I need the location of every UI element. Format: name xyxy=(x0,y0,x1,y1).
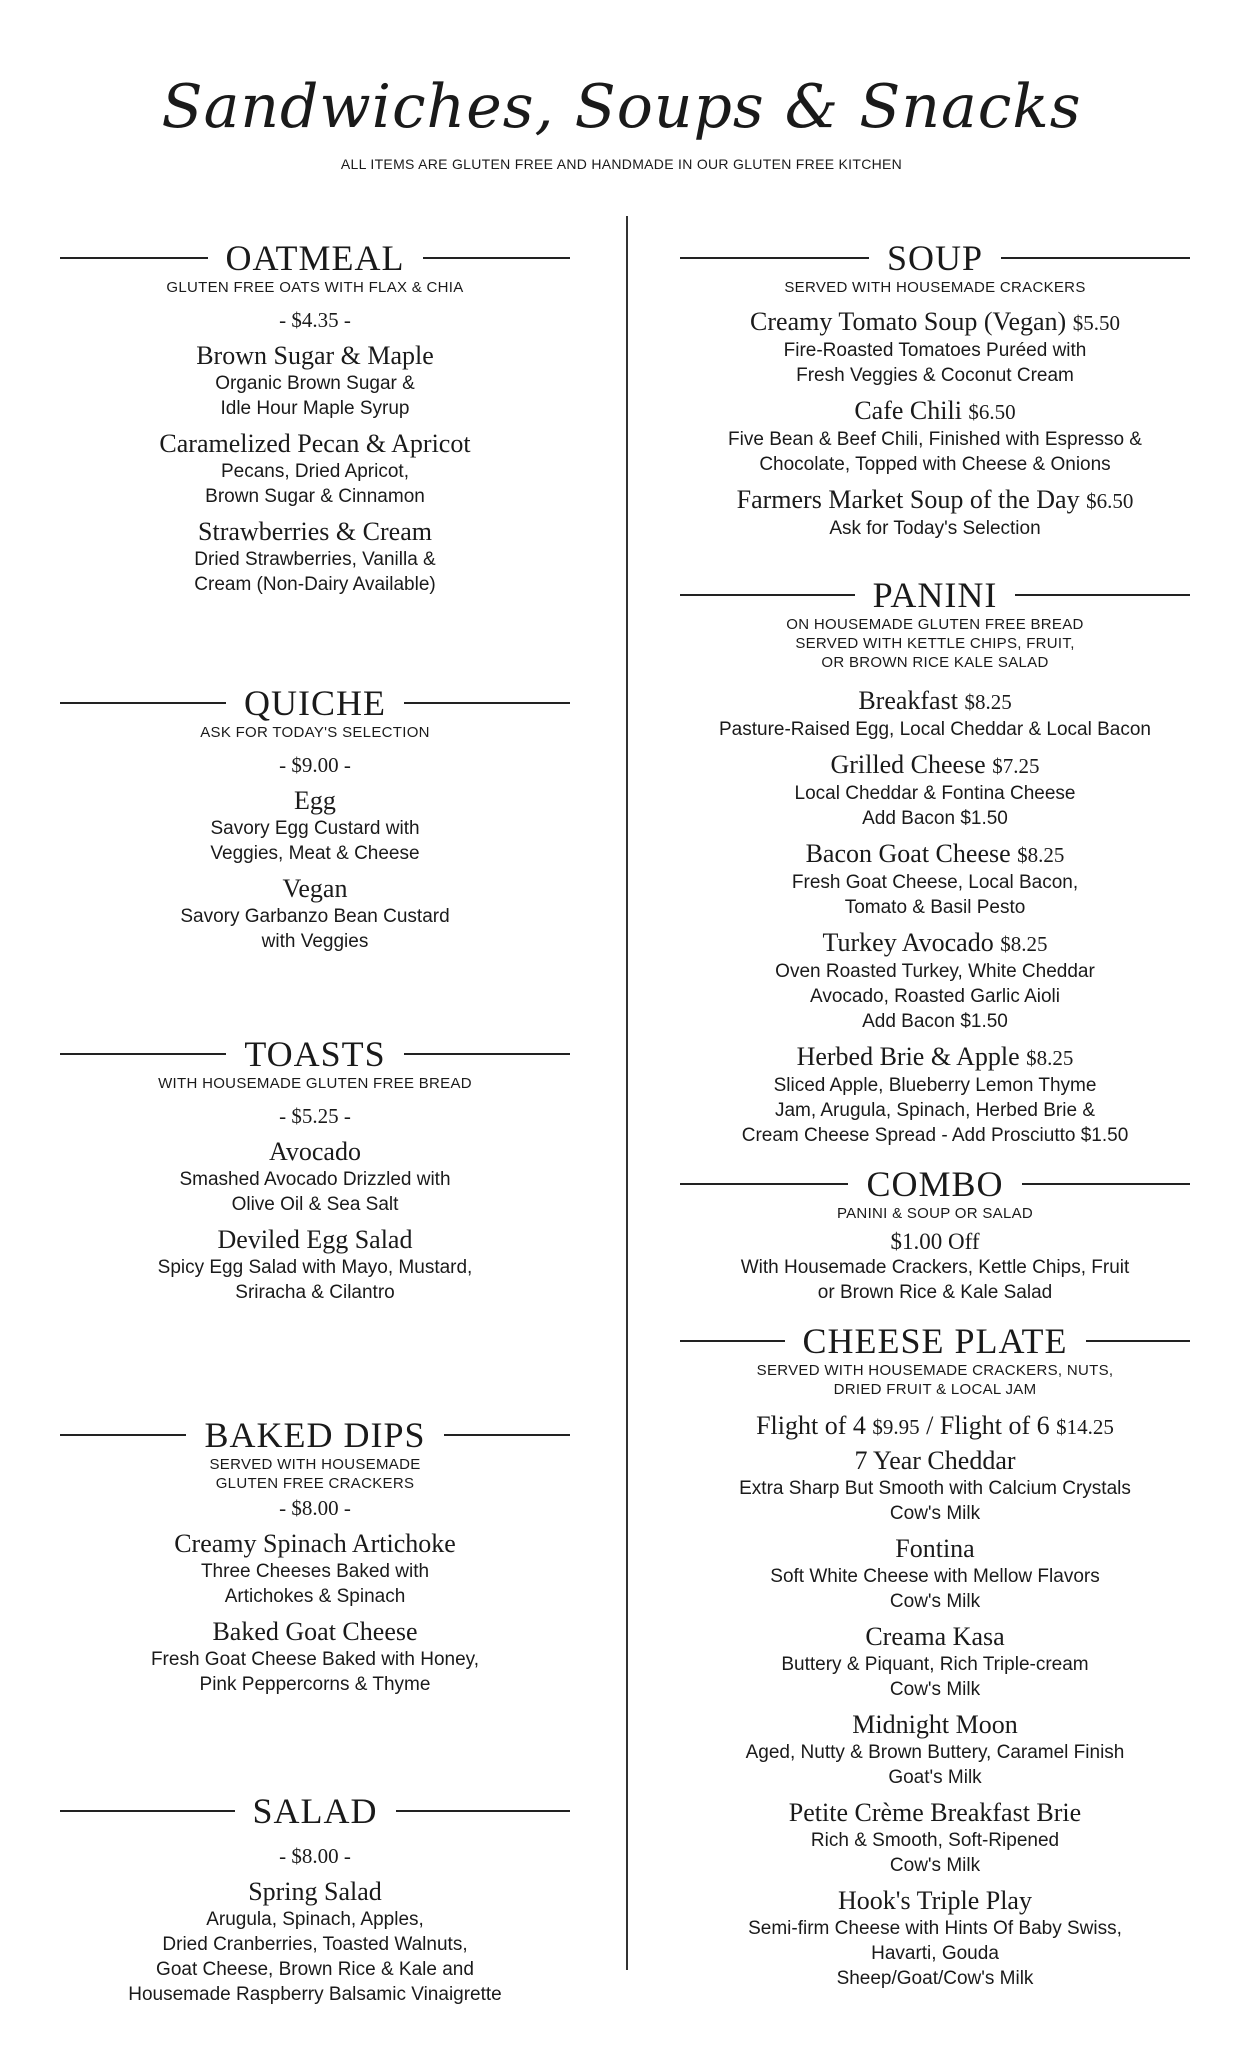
item-desc: Add Bacon $1.50 xyxy=(862,1011,1008,1032)
rule xyxy=(60,1810,235,1812)
item-desc: Sriracha & Cilantro xyxy=(235,1282,395,1303)
item-desc: Fresh Goat Cheese, Local Bacon, xyxy=(791,872,1079,893)
item-desc: Sliced Apple, Blueberry Lemon Thyme xyxy=(773,1075,1097,1096)
section-title: QUICHE xyxy=(244,683,386,723)
section-price: - $9.00 - xyxy=(279,753,351,777)
item-desc: Dried Strawberries, Vanilla & xyxy=(194,549,436,570)
item-desc: Spicy Egg Salad with Mayo, Mustard, xyxy=(157,1257,473,1278)
menu-item xyxy=(680,839,1190,920)
flight-6-label: Flight of 6 xyxy=(939,1411,1050,1440)
oatmeal-section xyxy=(60,240,570,597)
item-desc: Add Bacon $1.50 xyxy=(862,808,1008,829)
menu-item xyxy=(680,485,1190,541)
menu-item xyxy=(680,928,1190,1034)
section-title: COMBO xyxy=(866,1164,1004,1204)
menu-item xyxy=(680,1886,1190,1991)
item-desc: Five Bean & Beef Chili, Finished with Espresso & xyxy=(728,429,1142,450)
item-desc: Fire-Roasted Tomatoes Puréed with xyxy=(783,340,1087,361)
item-name: Caramelized Pecan & Apricot xyxy=(159,429,471,458)
item-desc: with Veggies xyxy=(261,931,369,952)
section-note: SERVED WITH HOUSEMADE CRACKERS xyxy=(784,279,1086,296)
page-title: Sandwiches, Soups & Snacks xyxy=(161,72,1082,142)
item-desc: Veggies, Meat & Cheese xyxy=(210,843,420,864)
item-desc: Cow's Milk xyxy=(889,1591,981,1612)
item-price: $8.25 xyxy=(1017,843,1065,867)
item-name: Vegan xyxy=(282,874,348,903)
rule xyxy=(1001,257,1190,259)
rule xyxy=(1086,1340,1191,1342)
section-note: PANINI & SOUP OR SALAD xyxy=(836,1205,1034,1222)
rule xyxy=(1015,594,1190,596)
item-price: $7.25 xyxy=(992,754,1040,778)
item-name: Hook's Triple Play xyxy=(838,1886,1032,1915)
item-desc: Cow's Milk xyxy=(889,1855,981,1876)
item-desc: Pasture-Raised Egg, Local Cheddar & Local Bacon xyxy=(719,719,1151,740)
item-desc: Idle Hour Maple Syrup xyxy=(220,398,410,419)
item-name: Farmers Market Soup of the Day xyxy=(736,485,1080,514)
right-column xyxy=(680,240,1190,1991)
menu-item xyxy=(680,307,1190,388)
column-divider xyxy=(626,216,628,1970)
menu-item xyxy=(60,1137,570,1217)
rule xyxy=(404,702,570,704)
item-desc: Brown Sugar & Cinnamon xyxy=(205,486,425,507)
rule xyxy=(60,257,208,259)
item-desc: Artichokes & Spinach xyxy=(224,1586,406,1607)
section-title: TOASTS xyxy=(244,1034,386,1074)
menu-item xyxy=(60,1225,570,1305)
menu-item xyxy=(60,874,570,954)
baked-dips-section xyxy=(60,1417,570,1697)
item-desc: Extra Sharp But Smooth with Calcium Crystals xyxy=(739,1478,1131,1499)
section-title: OATMEAL xyxy=(225,238,405,278)
item-desc: Ask for Today's Selection xyxy=(829,518,1041,539)
section-note: ASK FOR TODAY'S SELECTION xyxy=(200,724,430,741)
rule xyxy=(1022,1183,1190,1185)
section-price: - $5.25 - xyxy=(279,1104,351,1128)
section-title: PANINI xyxy=(872,575,998,615)
section-title: BAKED DIPS xyxy=(204,1415,426,1455)
flight-separator: / xyxy=(926,1411,934,1440)
flight-4-price: $9.95 xyxy=(872,1415,920,1439)
item-price: $5.50 xyxy=(1072,311,1120,335)
rule xyxy=(396,1810,571,1812)
rule xyxy=(404,1053,570,1055)
item-name: Fontina xyxy=(895,1534,975,1563)
section-title: SALAD xyxy=(252,1791,378,1831)
item-price: $6.50 xyxy=(968,400,1016,424)
section-note: DRIED FRUIT & LOCAL JAM xyxy=(833,1381,1037,1398)
item-desc: Semi-firm Cheese with Hints Of Baby Swiss, xyxy=(748,1918,1122,1939)
item-desc: With Housemade Crackers, Kettle Chips, Fruit xyxy=(740,1257,1130,1278)
item-desc: Organic Brown Sugar & xyxy=(215,373,415,394)
item-desc: Savory Egg Custard with xyxy=(210,818,420,839)
section-title: CHEESE PLATE xyxy=(802,1321,1068,1361)
item-price: $8.25 xyxy=(964,690,1012,714)
item-desc: Avocado, Roasted Garlic Aioli xyxy=(810,986,1060,1007)
toasts-section xyxy=(60,1036,570,1305)
item-name: Petite Crème Breakfast Brie xyxy=(788,1798,1082,1827)
item-name: Bacon Goat Cheese xyxy=(805,839,1011,868)
item-desc: Olive Oil & Sea Salt xyxy=(231,1194,399,1215)
item-name: Deviled Egg Salad xyxy=(217,1225,413,1254)
cheese-plate-section xyxy=(680,1323,1190,1991)
section-note: SERVED WITH HOUSEMADE xyxy=(209,1456,421,1473)
item-desc: Local Cheddar & Fontina Cheese xyxy=(794,783,1076,804)
item-name: Midnight Moon xyxy=(852,1710,1018,1739)
section-title: SOUP xyxy=(886,238,984,278)
flight-pricing xyxy=(680,1411,1190,1442)
item-desc: Goat Cheese, Brown Rice & Kale and xyxy=(156,1959,474,1980)
rule xyxy=(60,702,226,704)
item-name: Egg xyxy=(294,786,336,815)
item-desc: Rich & Smooth, Soft-Ripened xyxy=(810,1830,1060,1851)
item-desc: Dried Cranberries, Toasted Walnuts, xyxy=(162,1934,468,1955)
item-name: Creama Kasa xyxy=(865,1622,1005,1651)
rule xyxy=(60,1053,226,1055)
menu-item xyxy=(60,786,570,866)
item-price: $8.25 xyxy=(1000,932,1048,956)
item-desc: Fresh Veggies & Coconut Cream xyxy=(796,365,1074,386)
menu-item xyxy=(680,396,1190,477)
menu-item xyxy=(680,1042,1190,1148)
menu-item xyxy=(680,1798,1190,1878)
item-name: Creamy Spinach Artichoke xyxy=(174,1529,456,1558)
rule xyxy=(60,1434,186,1436)
item-desc: Sheep/Goat/Cow's Milk xyxy=(836,1968,1034,1989)
section-price: - $8.00 - xyxy=(279,1496,351,1520)
rule xyxy=(680,257,869,259)
item-name: Strawberries & Cream xyxy=(198,517,432,546)
section-note: SERVED WITH KETTLE CHIPS, FRUIT, xyxy=(795,635,1075,652)
item-desc: Savory Garbanzo Bean Custard xyxy=(180,906,450,927)
menu-item xyxy=(680,1710,1190,1790)
menu-item xyxy=(60,517,570,597)
menu-item xyxy=(680,1446,1190,1526)
item-desc: Havarti, Gouda xyxy=(871,1943,999,1964)
item-name: Brown Sugar & Maple xyxy=(196,341,434,370)
item-desc: or Brown Rice & Kale Salad xyxy=(817,1282,1053,1303)
item-name: Creamy Tomato Soup (Vegan) xyxy=(750,307,1067,336)
menu-item xyxy=(680,1622,1190,1702)
section-note: SERVED WITH HOUSEMADE CRACKERS, NUTS, xyxy=(756,1362,1114,1379)
item-name: 7 Year Cheddar xyxy=(854,1446,1016,1475)
item-price: $8.25 xyxy=(1026,1046,1074,1070)
section-note: GLUTEN FREE OATS WITH FLAX & CHIA xyxy=(166,279,464,296)
item-desc: Three Cheeses Baked with xyxy=(200,1561,430,1582)
menu-item xyxy=(60,1529,570,1609)
section-price: - $4.35 - xyxy=(279,308,351,332)
menu-item xyxy=(680,1534,1190,1614)
item-desc: Fresh Goat Cheese Baked with Honey, xyxy=(150,1649,480,1670)
section-price: $1.00 Off xyxy=(890,1229,980,1254)
menu-item xyxy=(60,1877,570,2007)
menu-item xyxy=(680,750,1190,831)
item-desc: Pink Peppercorns & Thyme xyxy=(199,1674,431,1695)
soup-section xyxy=(680,240,1190,541)
item-desc: Jam, Arugula, Spinach, Herbed Brie & xyxy=(774,1100,1095,1121)
rule xyxy=(680,1183,848,1185)
menu-item xyxy=(60,341,570,421)
panini-section xyxy=(680,577,1190,1148)
item-price: $6.50 xyxy=(1086,489,1134,513)
item-desc: Housemade Raspberry Balsamic Vinaigrette xyxy=(128,1984,502,2005)
item-name: Grilled Cheese xyxy=(830,750,986,779)
page-subtitle: ALL ITEMS ARE GLUTEN FREE AND HANDMADE IN OUR GLUTEN FREE KITCHEN xyxy=(340,156,903,172)
item-name: Turkey Avocado xyxy=(822,928,994,957)
item-name: Cafe Chili xyxy=(854,396,962,425)
item-desc: Tomato & Basil Pesto xyxy=(844,897,1026,918)
left-column xyxy=(60,240,570,2007)
item-desc: Buttery & Piquant, Rich Triple-cream xyxy=(781,1654,1089,1675)
item-name: Breakfast xyxy=(858,686,958,715)
item-desc: Cream (Non-Dairy Available) xyxy=(194,574,436,595)
quiche-section xyxy=(60,685,570,954)
item-desc: Goat's Milk xyxy=(888,1767,982,1788)
item-desc: Smashed Avocado Drizzled with xyxy=(179,1169,451,1190)
rule xyxy=(444,1434,570,1436)
salad-section xyxy=(60,1793,570,2007)
rule xyxy=(680,594,855,596)
item-name: Baked Goat Cheese xyxy=(212,1617,418,1646)
item-desc: Chocolate, Topped with Cheese & Onions xyxy=(759,454,1111,475)
item-desc: Cow's Milk xyxy=(889,1679,981,1700)
flight-6-price: $14.25 xyxy=(1056,1415,1114,1439)
menu-item xyxy=(60,429,570,509)
item-desc: Cream Cheese Spread - Add Prosciutto $1.50 xyxy=(741,1125,1129,1146)
flight-4-label: Flight of 4 xyxy=(756,1411,866,1440)
rule xyxy=(423,257,571,259)
item-desc: Aged, Nutty & Brown Buttery, Caramel Finish xyxy=(745,1742,1125,1763)
menu-item xyxy=(60,1617,570,1697)
item-desc: Oven Roasted Turkey, White Cheddar xyxy=(775,961,1095,982)
item-desc: Arugula, Spinach, Apples, xyxy=(206,1909,424,1930)
item-name: Herbed Brie & Apple xyxy=(796,1042,1020,1071)
item-desc: Pecans, Dried Apricot, xyxy=(221,461,409,482)
item-name: Spring Salad xyxy=(248,1877,382,1906)
item-name: Avocado xyxy=(269,1137,361,1166)
section-note: GLUTEN FREE CRACKERS xyxy=(215,1475,415,1492)
section-note: WITH HOUSEMADE GLUTEN FREE BREAD xyxy=(158,1075,472,1092)
combo-section xyxy=(680,1166,1190,1305)
section-note: OR BROWN RICE KALE SALAD xyxy=(821,654,1049,671)
section-note: ON HOUSEMADE GLUTEN FREE BREAD xyxy=(786,616,1084,633)
menu-item xyxy=(680,686,1190,742)
item-desc: Soft White Cheese with Mellow Flavors xyxy=(770,1566,1100,1587)
section-price: - $8.00 - xyxy=(279,1844,351,1868)
item-desc: Cow's Milk xyxy=(889,1503,981,1524)
rule xyxy=(680,1340,785,1342)
